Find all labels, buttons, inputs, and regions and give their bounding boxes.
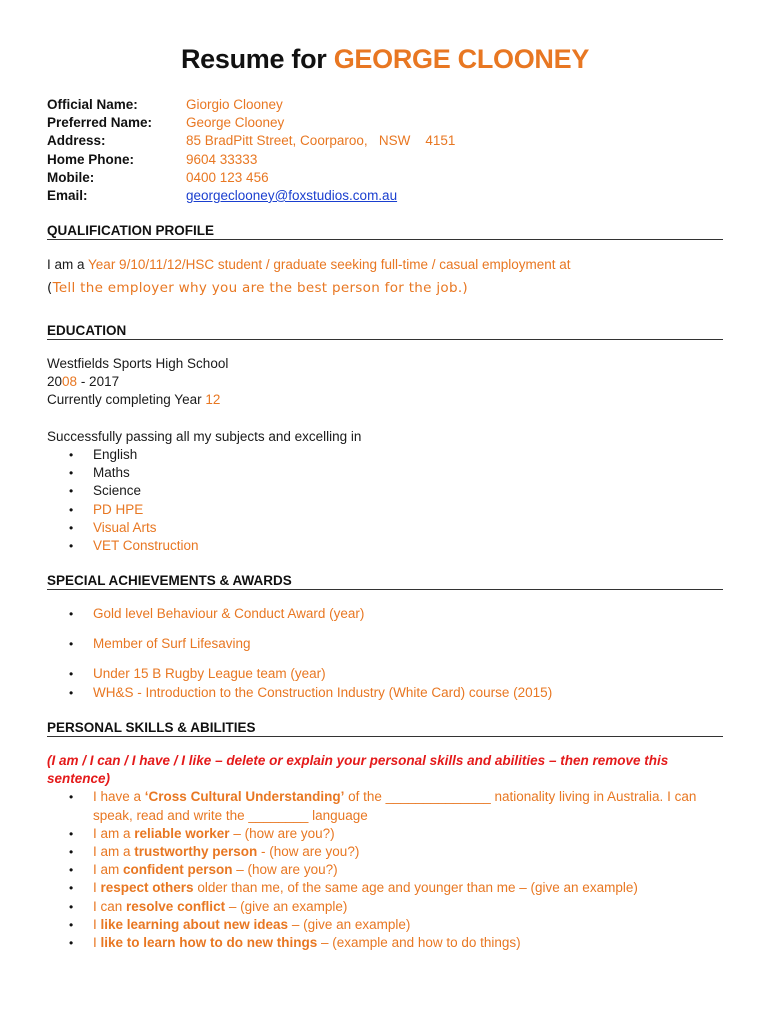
achievements-body <box>47 605 727 702</box>
info-label: Mobile: <box>47 169 95 185</box>
achievements-list <box>47 605 727 702</box>
years-part-highlight: 08 <box>62 374 78 390</box>
subjects-intro: Successfully passing all my subjects and excelling in <box>47 428 362 444</box>
current-year-value: 12 <box>205 392 221 408</box>
list-item <box>47 788 727 824</box>
bullet-icon: • <box>69 520 74 535</box>
bullet-icon: • <box>69 685 74 700</box>
bullet-icon: • <box>69 502 74 517</box>
qualification-hint <box>47 279 727 297</box>
achievement: Member of Surf Lifesaving <box>93 636 251 652</box>
info-row <box>47 169 455 187</box>
list-item <box>47 464 727 482</box>
intro-text: I am a <box>47 257 89 272</box>
school-name: Westfields Sports High School <box>47 356 229 371</box>
list-item <box>47 916 727 934</box>
skill-pre: I am a <box>93 843 135 859</box>
years-part: 20 <box>47 374 63 390</box>
email-link[interactable]: georgeclooney@foxstudios.com.au <box>186 187 398 203</box>
info-label: Address: <box>47 133 106 149</box>
qualification-heading: QUALIFICATION PROFILE <box>47 223 723 240</box>
skill-post: – (give an example) <box>225 898 348 914</box>
qualification-intro <box>47 256 727 274</box>
bullet-icon: • <box>69 936 74 950</box>
bullet-icon: • <box>69 863 74 878</box>
skill-post: older than me, of the same age and younger than me – (give an example) <box>193 880 638 896</box>
info-row <box>47 96 455 114</box>
list-item <box>47 879 727 897</box>
subjects-list <box>47 446 727 555</box>
list-item <box>47 684 727 702</box>
achievement: Gold level Behaviour & Conduct Award (year) <box>93 606 365 621</box>
list-item <box>47 482 727 500</box>
bullet-icon: • <box>69 917 74 932</box>
education-heading: EDUCATION <box>47 323 723 340</box>
skill-highlight: resolve conflict <box>126 898 226 914</box>
list-item <box>47 861 727 879</box>
skill-post: of the ______________ nationality living in Australia. I can <box>344 789 697 805</box>
skill-highlight: respect others <box>100 880 194 896</box>
skills-list <box>47 788 727 952</box>
title-prefix: Resume for <box>180 44 334 74</box>
list-item <box>47 446 727 464</box>
official-name-value: Giorgio Clooney <box>186 97 283 112</box>
years-part: - 2017 <box>77 374 120 390</box>
subject: Science <box>93 483 142 499</box>
info-row <box>47 114 455 132</box>
bullet-icon: • <box>69 484 74 499</box>
skill-post: speak, read and write the ________ language <box>93 807 368 823</box>
skill-post: – (give an example) <box>288 916 411 932</box>
bullet-icon: • <box>69 899 74 914</box>
bullet-icon: • <box>69 881 74 896</box>
bullet-icon: • <box>69 447 74 462</box>
bullet-icon: • <box>69 466 74 481</box>
skill-highlight: reliable worker <box>134 825 230 841</box>
skill-pre: I can <box>93 898 127 914</box>
page-title <box>0 44 770 75</box>
skills-heading: PERSONAL SKILLS & ABILITIES <box>47 720 723 737</box>
hint-paren: ( <box>47 280 53 297</box>
list-item <box>47 898 727 916</box>
skill-highlight: like to learn how to do new things <box>100 935 318 950</box>
list-item <box>47 665 727 683</box>
list-item <box>47 537 727 555</box>
info-label: Preferred Name: <box>47 115 153 131</box>
achievement: WH&S - Introduction to the Construction Industry (White Card) course (2015) <box>93 684 553 700</box>
skill-pre: I have a <box>93 789 145 805</box>
skill-pre: I am a <box>93 825 135 841</box>
subject: English <box>93 446 138 462</box>
skill-highlight: like learning about new ideas <box>100 916 289 932</box>
current-year <box>47 391 727 409</box>
info-row <box>47 132 455 150</box>
hint-text: Tell the employer why you are the best person for the job.) <box>52 280 468 297</box>
achievements-heading: SPECIAL ACHIEVEMENTS & AWARDS <box>47 573 723 590</box>
bullet-icon: • <box>69 844 74 859</box>
bullet-icon: • <box>69 667 74 682</box>
bullet-icon: • <box>69 637 74 652</box>
skills-instruction: sentence) <box>47 771 111 787</box>
title-name: GEORGE CLOONEY <box>333 44 590 74</box>
skill-pre: I am <box>93 862 124 878</box>
list-item <box>47 501 727 519</box>
bullet-icon: • <box>69 826 74 841</box>
bullet-icon: • <box>69 790 74 805</box>
skill-post: - (how are you?) <box>257 843 360 859</box>
subject: Visual Arts <box>93 519 157 535</box>
subject: VET Construction <box>93 537 199 553</box>
skill-post: – (example and how to do things) <box>317 935 521 950</box>
list-item <box>47 519 727 537</box>
list-item <box>47 934 727 952</box>
address-value: 85 BradPitt Street, Coorparoo, NSW 4151 <box>186 133 456 149</box>
skill-highlight: trustworthy person <box>134 843 258 859</box>
bullet-icon: • <box>69 538 74 553</box>
list-item <box>47 825 727 843</box>
skill-post: – (how are you?) <box>229 825 335 841</box>
info-label: Email: <box>47 187 88 203</box>
education-body <box>47 355 727 555</box>
skill-pre: I <box>93 935 101 950</box>
current-prefix: Currently completing Year <box>47 392 206 408</box>
home-phone-value: 9604 33333 <box>186 151 258 167</box>
list-item <box>47 635 727 653</box>
personal-info <box>47 96 455 205</box>
achievement: Under 15 B Rugby League team (year) <box>93 666 326 682</box>
info-label: Home Phone: <box>47 151 135 167</box>
qualification-body <box>47 256 727 297</box>
skill-highlight: ‘Cross Cultural Understanding’ <box>144 789 345 805</box>
info-row <box>47 187 455 205</box>
subject: Maths <box>93 465 130 481</box>
intro-highlight: Year 9/10/11/12/HSC student / graduate seeking full-time / casual employment at <box>88 257 571 272</box>
skill-pre: I <box>93 880 101 896</box>
skill-highlight: confident person <box>123 862 233 878</box>
skill-post: – (how are you?) <box>232 862 338 878</box>
subject: PD HPE <box>93 501 144 517</box>
bullet-icon: • <box>69 607 74 621</box>
school-years <box>47 373 727 391</box>
list-item <box>47 605 727 623</box>
skill-pre: I <box>93 916 101 932</box>
info-label: Official Name: <box>47 97 138 112</box>
preferred-name-value: George Clooney <box>186 115 285 131</box>
mobile-value: 0400 123 456 <box>186 169 269 185</box>
skills-instruction: (I am / I can / I have / I like – delete or explain your personal skills and abilities – then remove this <box>47 753 669 768</box>
skills-body <box>47 752 727 952</box>
info-row <box>47 151 455 169</box>
list-item <box>47 843 727 861</box>
